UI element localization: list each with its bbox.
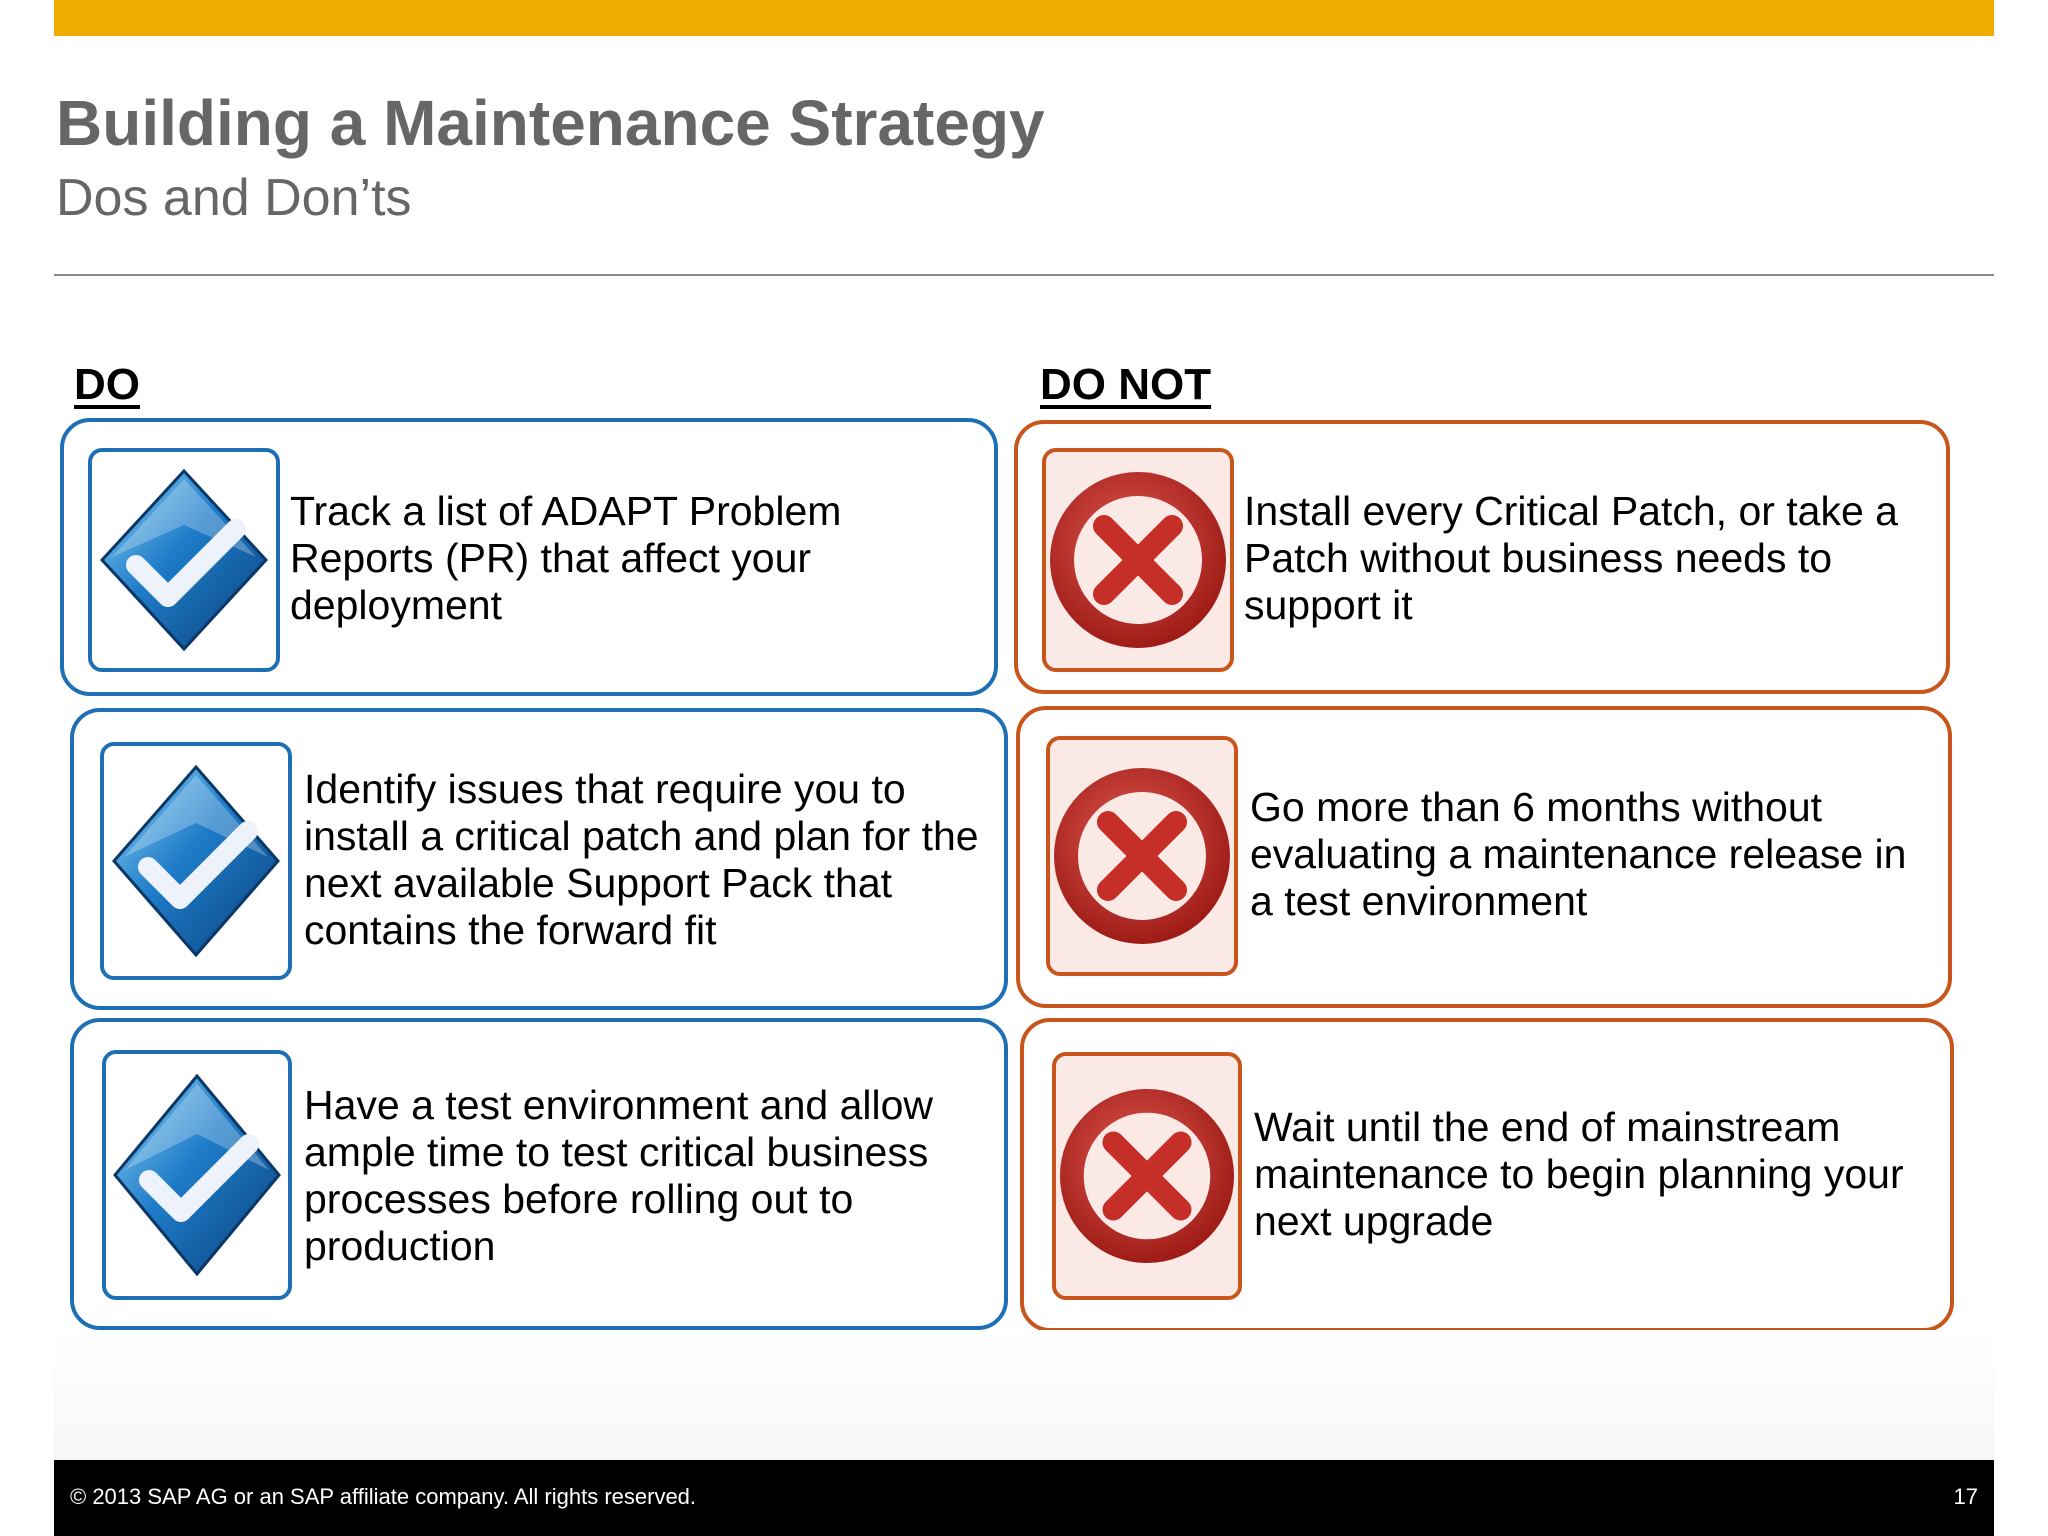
slide-bottom-area (54, 1330, 1994, 1460)
do-item-text: Track a list of ADAPT Problem Reports (PR) that affect your deployment (290, 488, 842, 628)
do-item-card (70, 1018, 1008, 1330)
do-not-item-text: Install every Critical Patch, or take a Patch without business needs to support it (1244, 488, 1898, 628)
checkmark-icon (102, 1050, 292, 1300)
x-mark-icon (1052, 1052, 1242, 1300)
do-not-item-card (1014, 420, 1950, 694)
do-item-card (60, 418, 998, 696)
do-item-text: Have a test environment and allow ample time to test critical business processes before rolling out to production (304, 1082, 934, 1269)
page-title: Building a Maintenance Strategy (56, 87, 1045, 159)
page-number: 17 (1953, 1484, 1978, 1509)
checkmark-icon (88, 448, 280, 672)
x-mark-icon (1042, 448, 1234, 672)
x-mark-icon (1046, 736, 1238, 976)
page-subtitle: Dos and Don’ts (56, 169, 412, 227)
accent-bar (54, 0, 1994, 36)
do-item-text: Identify issues that require you to install a critical patch and plan for the next available Support Pack that contains the forward fit (304, 766, 979, 953)
footer-bar (54, 1460, 1994, 1536)
do-not-item-text: Go more than 6 months without evaluating a maintenance release in a test environment (1250, 784, 1907, 924)
do-not-item-card (1016, 706, 1952, 1008)
title-divider (54, 274, 1994, 276)
do-not-heading: DO NOT (1040, 360, 1212, 409)
checkmark-icon (100, 742, 292, 980)
copyright-text: © 2013 SAP AG or an SAP affiliate company. All rights reserved. (70, 1484, 697, 1509)
do-heading: DO (74, 360, 140, 409)
do-not-item-text: Wait until the end of mainstream maintenance to begin planning your next upgrade (1254, 1104, 1904, 1244)
do-not-item-card (1020, 1018, 1954, 1332)
do-item-card (70, 708, 1008, 1010)
